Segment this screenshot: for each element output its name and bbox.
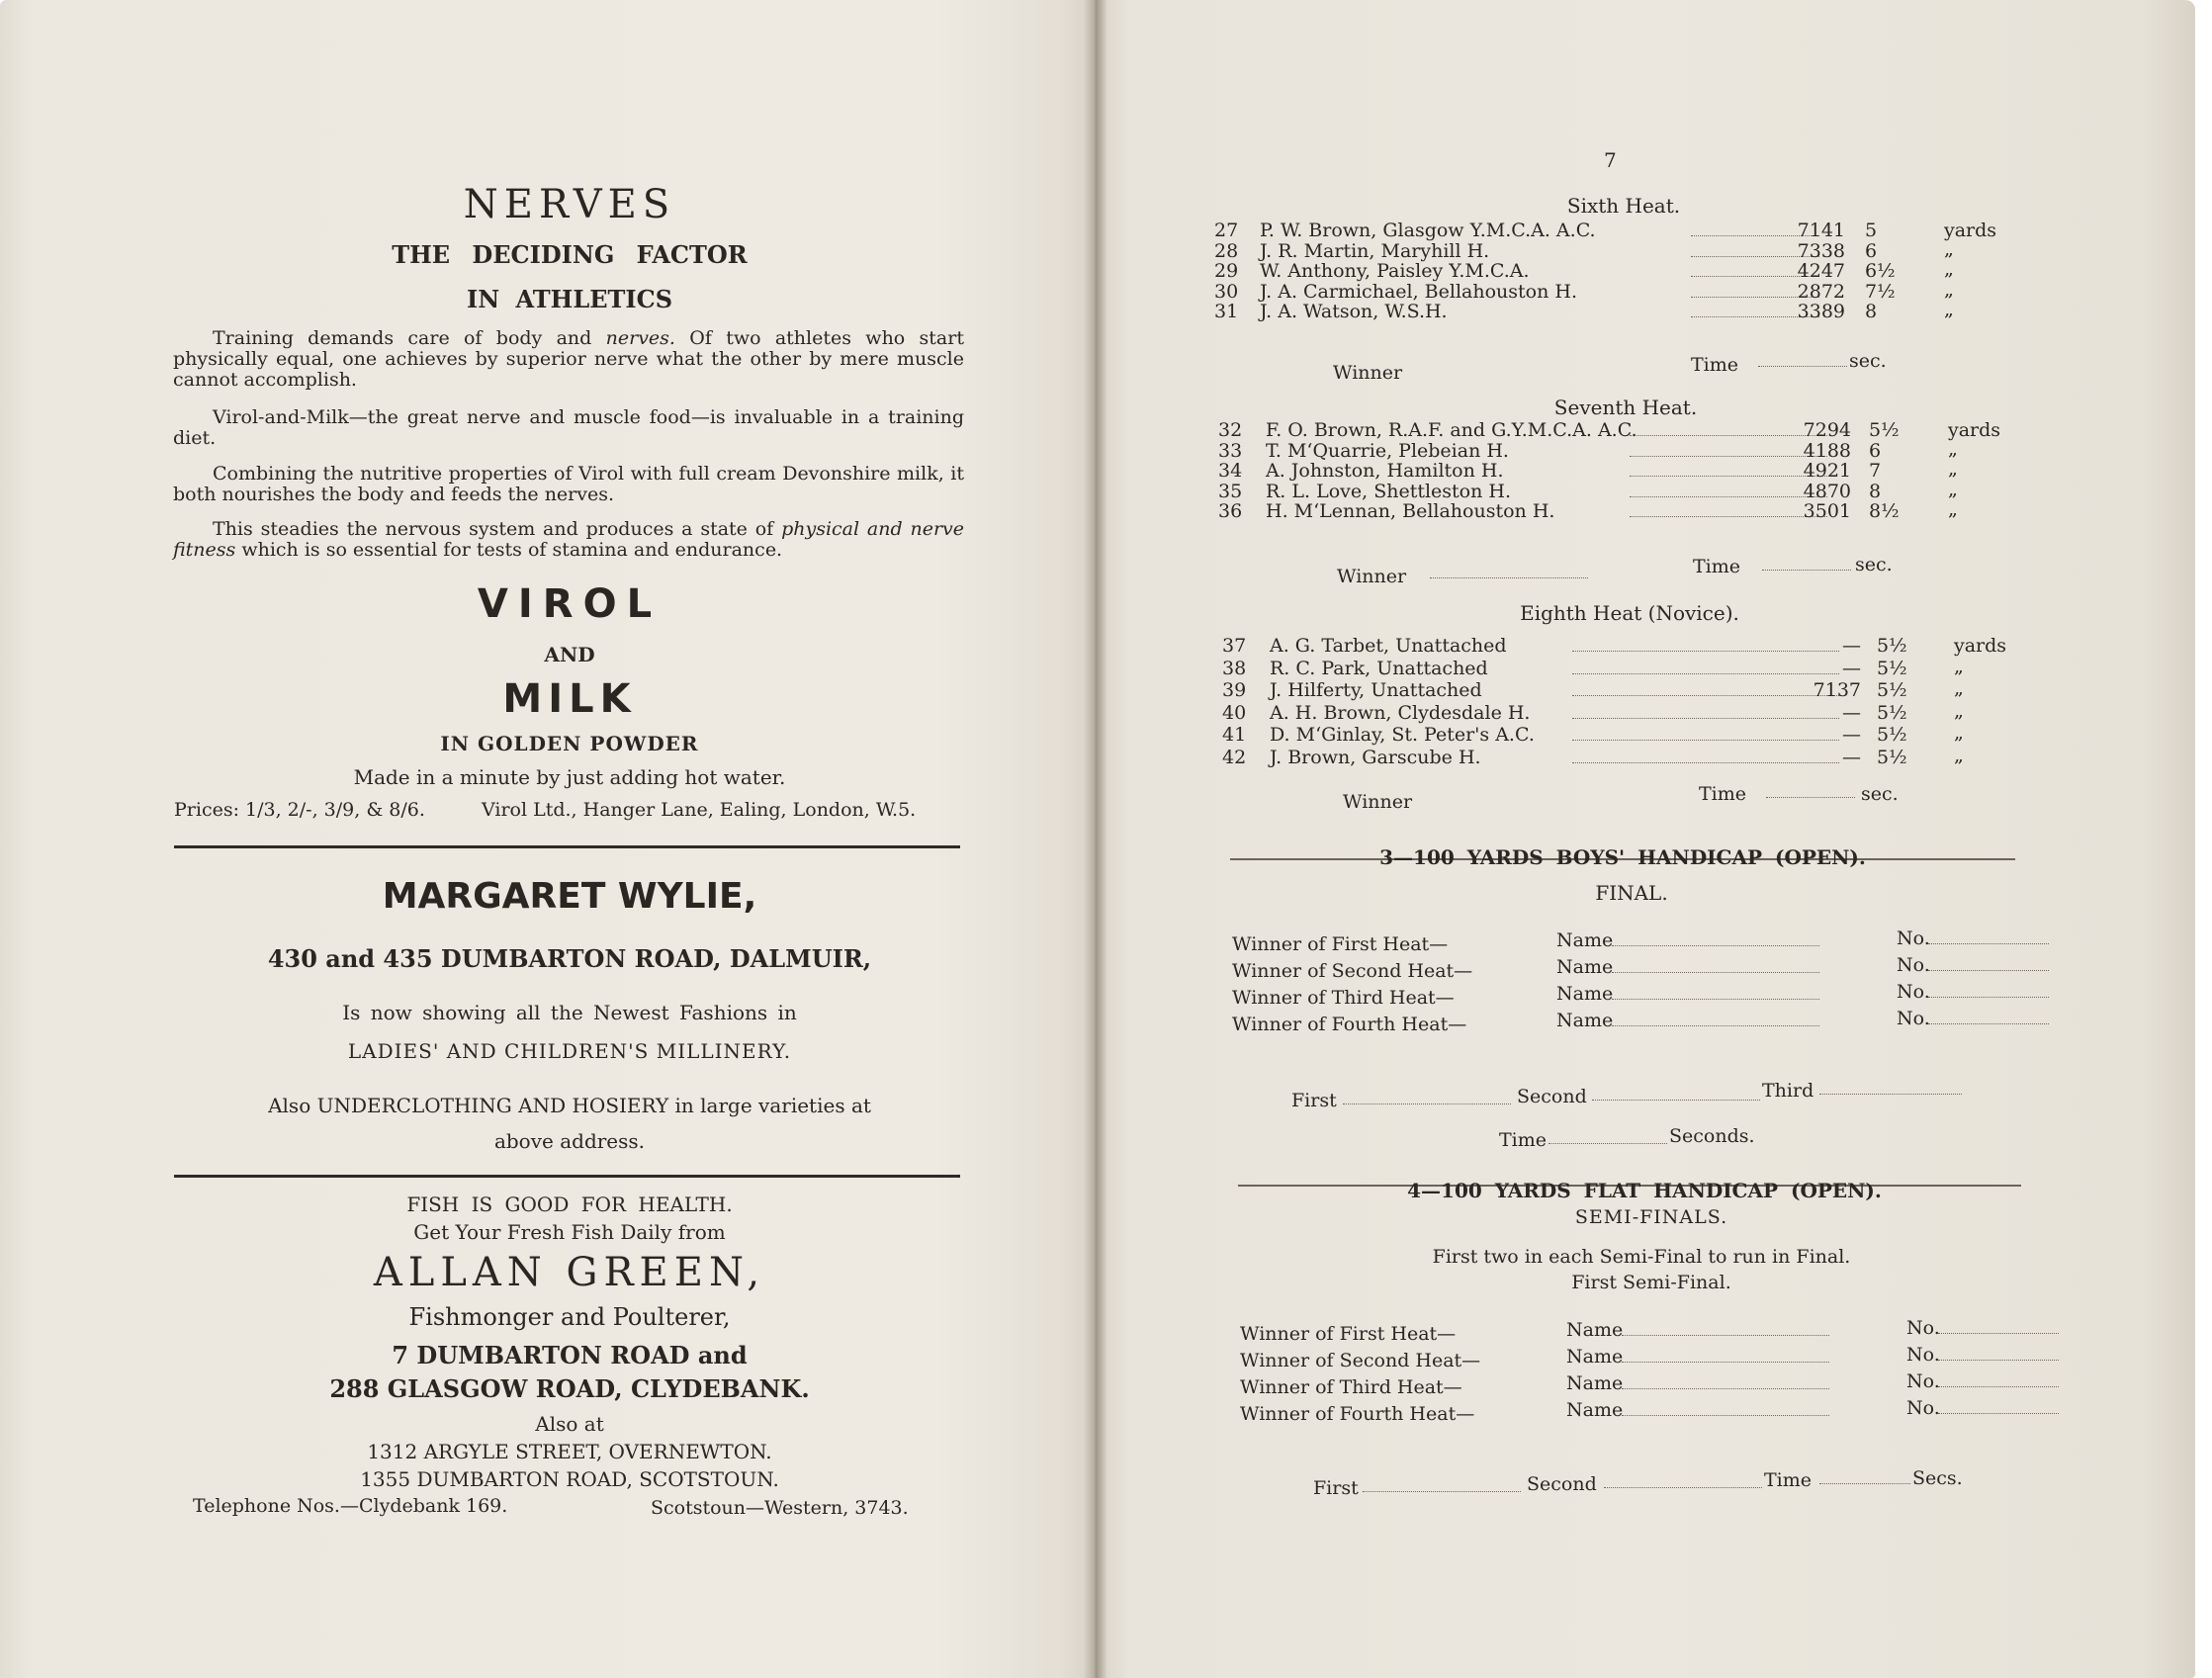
number-blank — [1938, 1386, 2059, 1387]
number-blank — [1938, 1333, 2059, 1334]
entrant-number: 27 — [1214, 220, 1239, 241]
row-label: Winner of Third Heat— — [1232, 987, 1455, 1009]
second-blank — [1604, 1487, 1762, 1488]
name-blank — [1612, 972, 1819, 973]
winner-label: Winner — [1337, 566, 1407, 587]
leader-dots — [1572, 762, 1839, 763]
name-blank — [1622, 1415, 1829, 1416]
shop-name: ALLAN GREEN, — [373, 1250, 766, 1295]
handicap-unit: „ — [1954, 677, 1964, 699]
number-blank — [1928, 1023, 2049, 1024]
second-label: Second — [1517, 1086, 1587, 1107]
handicap-unit: „ — [1948, 498, 1958, 520]
name-blank — [1622, 1335, 1829, 1336]
number-label: No. — [1897, 981, 1930, 1003]
entrant-number: 41 — [1222, 724, 1247, 746]
shop-address: 288 GLASGOW ROAD, CLYDEBANK. — [329, 1374, 810, 1403]
entrant-number: 32 — [1218, 419, 1243, 441]
time-label: Time — [1499, 1129, 1548, 1151]
entrant-name: J. Hilferty, Unattached — [1270, 679, 1482, 701]
entrant-number: 40 — [1222, 701, 1247, 724]
leader-dots — [1572, 740, 1839, 741]
row-label: Winner of Fourth Heat— — [1232, 1014, 1467, 1035]
number-blank — [1938, 1413, 2059, 1414]
handicap-unit: „ — [1944, 299, 1954, 320]
telephone: Scotstoun—Western, 3743. — [651, 1497, 909, 1519]
number-label: No. — [1897, 954, 1930, 976]
product-form: IN GOLDEN POWDER — [440, 732, 699, 755]
row-label: Winner of Third Heat— — [1240, 1376, 1462, 1398]
registration-number: 7338 — [1797, 239, 1845, 262]
ad-title: NERVES — [463, 182, 676, 227]
entrant-name: P. W. Brown, Glasgow Y.M.C.A. A.C. — [1260, 220, 1596, 241]
entrant-number: 33 — [1218, 439, 1243, 462]
first-label: First — [1291, 1090, 1337, 1111]
registration-number: 3389 — [1797, 301, 1845, 322]
entrant-number: 31 — [1214, 301, 1239, 322]
divider — [174, 1175, 960, 1178]
sec-label: sec. — [1861, 783, 1899, 805]
second-blank — [1592, 1100, 1760, 1101]
brand-name: VIROL — [477, 581, 663, 627]
registration-number: 7137 — [1813, 679, 1861, 701]
number-blank — [1928, 997, 2049, 998]
number-blank — [1938, 1360, 2059, 1361]
handicap-unit: „ — [1954, 744, 1964, 766]
handicap-start: 5½ — [1869, 419, 1900, 441]
handicap-unit: „ — [1954, 699, 1964, 722]
handicap-unit: yards — [1954, 635, 2007, 657]
name-blank — [1612, 945, 1819, 946]
number-blank — [1928, 970, 2049, 971]
handicap-unit: „ — [1948, 458, 1958, 480]
handicap-start: 7 — [1869, 460, 1882, 482]
handicap-start: 7½ — [1865, 280, 1896, 303]
event-title: 3—100 YARDS BOYS' HANDICAP (OPEN). — [1379, 845, 1866, 869]
sec-label: sec. — [1849, 350, 1887, 372]
event-subtitle: SEMI-FINALS. — [1574, 1206, 1728, 1228]
entrant-name: J. A. Watson, W.S.H. — [1260, 301, 1448, 322]
event-title: 4—100 YARDS FLAT HANDICAP (OPEN). — [1407, 1179, 1882, 1202]
registration-number: 4921 — [1803, 460, 1851, 482]
entrant-name: T. M‘Quarrie, Plebeian H. — [1266, 439, 1509, 462]
handicap-start: 6 — [1865, 239, 1878, 262]
section-title: First Semi-Final. — [1571, 1272, 1731, 1293]
entrant-name: R. C. Park, Unattached — [1270, 657, 1488, 679]
entrant-name: R. L. Love, Shettleston H. — [1266, 480, 1511, 502]
entrant-name: J. A. Carmichael, Bellahouston H. — [1260, 280, 1577, 303]
registration-number: 7294 — [1803, 419, 1851, 441]
shop-name: MARGARET WYLIE, — [382, 876, 757, 917]
handicap-unit: „ — [1948, 437, 1958, 460]
leader-dots — [1572, 695, 1839, 696]
ad-line: LADIES' AND CHILDREN'S MILLINERY. — [347, 1039, 792, 1063]
handicap-start: 5½ — [1877, 679, 1907, 701]
ad-subtitle: THE DECIDING FACTOR — [392, 240, 748, 269]
number-label: No. — [1906, 1344, 1940, 1366]
name-label: Name — [1556, 956, 1614, 978]
name-label: Name — [1566, 1399, 1624, 1421]
name-label: Name — [1566, 1346, 1624, 1368]
time-blank — [1766, 797, 1855, 798]
third-blank — [1819, 1094, 1962, 1095]
sec-label: sec. — [1855, 554, 1893, 575]
handicap-start: 5 — [1865, 220, 1878, 241]
leader-dots — [1572, 651, 1839, 652]
name-blank — [1612, 1025, 1819, 1026]
seconds-label: Seconds. — [1669, 1125, 1755, 1147]
brand-and: AND — [544, 643, 595, 666]
ad-line: above address. — [493, 1129, 646, 1153]
handicap-start: 8 — [1869, 480, 1882, 502]
entrant-name: H. M‘Lennan, Bellahouston H. — [1266, 500, 1555, 522]
winner-label: Winner — [1333, 362, 1403, 384]
handicap-start: 8 — [1865, 301, 1878, 322]
registration-number: 4247 — [1797, 260, 1845, 282]
registration-number: 4870 — [1803, 480, 1851, 502]
registration-number: — — [1842, 746, 1861, 768]
heat-title: Seventh Heat. — [1553, 396, 1698, 419]
second-label: Second — [1527, 1473, 1597, 1495]
entrant-number: 30 — [1214, 280, 1239, 303]
registration-number: — — [1842, 657, 1861, 679]
handicap-start: 5½ — [1877, 635, 1907, 657]
time-blank — [1758, 366, 1847, 367]
event-subtitle: FINAL. — [1595, 881, 1668, 905]
entrant-number: 28 — [1214, 239, 1239, 262]
secs-label: Secs. — [1912, 1467, 1963, 1489]
name-blank — [1622, 1388, 1829, 1389]
shop-address: 7 DUMBARTON ROAD and — [392, 1341, 748, 1369]
registration-number: 2872 — [1797, 280, 1845, 303]
company-address: Virol Ltd., Hanger Lane, Ealing, London, W.5. — [482, 799, 917, 821]
name-label: Name — [1566, 1319, 1624, 1341]
time-label: Time — [1691, 354, 1739, 376]
registration-number: — — [1842, 635, 1861, 657]
ad-subtitle: IN ATHLETICS — [466, 285, 673, 313]
winner-blank — [1430, 577, 1588, 578]
number-label: No. — [1897, 927, 1930, 949]
entrant-number: 38 — [1222, 657, 1247, 679]
time-blank — [1762, 570, 1851, 571]
handicap-unit: „ — [1944, 237, 1954, 260]
telephone: Telephone Nos.—Clydebank 169. — [193, 1495, 508, 1517]
time-label: Time — [1693, 556, 1741, 577]
handicap-unit: „ — [1954, 722, 1964, 744]
row-label: Winner of Second Heat— — [1240, 1350, 1481, 1371]
handicap-unit: „ — [1944, 278, 1954, 301]
ad-line: Also UNDERCLOTHING AND HOSIERY in large varieties at — [268, 1094, 871, 1117]
number-label: No. — [1906, 1370, 1940, 1392]
handicap-unit: „ — [1954, 655, 1964, 677]
ad-tagline: Get Your Fresh Fish Daily from — [413, 1220, 726, 1244]
leader-dots — [1572, 673, 1839, 674]
handicap-unit: „ — [1944, 258, 1954, 280]
time-blank — [1548, 1143, 1667, 1144]
shop-address: 430 and 435 DUMBARTON ROAD, DALMUIR, — [267, 944, 872, 973]
name-label: Name — [1556, 983, 1614, 1005]
winner-label: Winner — [1343, 791, 1413, 813]
event-note: First two in each Semi-Final to run in Final. — [1432, 1246, 1851, 1268]
ad-paragraph: Combining the nutritive properties of Virol with full cream Devonshire milk, it both nourishes the body and feeds the nerves. — [173, 463, 964, 505]
entrant-name: J. Brown, Garscube H. — [1270, 746, 1481, 768]
page-number: 7 — [1604, 148, 1617, 172]
handicap-start: 5½ — [1877, 701, 1907, 724]
row-label: Winner of First Heat— — [1232, 933, 1449, 955]
row-label: Winner of First Heat— — [1240, 1323, 1457, 1345]
entrant-number: 29 — [1214, 260, 1239, 282]
entrant-name: F. O. Brown, R.A.F. and G.Y.M.C.A. A.C. — [1266, 419, 1637, 441]
name-label: Name — [1556, 1010, 1614, 1031]
time-label: Time — [1699, 783, 1747, 805]
first-label: First — [1313, 1477, 1359, 1499]
ad-paragraph: This steadies the nervous system and produces a state of physical and nerve fitness which is so essential for tests of stamina and endurance. — [173, 518, 964, 561]
heat-title: Sixth Heat. — [1566, 194, 1681, 218]
name-label: Name — [1566, 1372, 1624, 1394]
handicap-start: 6½ — [1865, 260, 1896, 282]
registration-number: 4188 — [1803, 439, 1851, 462]
brand-name: MILK — [502, 676, 637, 722]
first-blank — [1363, 1491, 1521, 1492]
branch-address: 1355 DUMBARTON ROAD, SCOTSTOUN. — [360, 1467, 779, 1491]
ad-paragraph: Virol-and-Milk—the great nerve and muscle food—is invaluable in a training diet. — [173, 406, 964, 449]
row-label: Winner of Fourth Heat— — [1240, 1403, 1475, 1425]
handicap-unit: yards — [1944, 220, 1997, 241]
leader-dots — [1572, 718, 1839, 719]
divider — [174, 845, 960, 848]
registration-number: 3501 — [1803, 500, 1851, 522]
handicap-start: 5½ — [1877, 746, 1907, 768]
entrant-number: 37 — [1222, 635, 1247, 657]
time-label: Time — [1764, 1469, 1813, 1491]
ad-paragraph: Training demands care of body and nerves. Of two athletes who start physically equal, one achieves by superior nerve what the other by mere muscle cannot accomplish. — [173, 327, 964, 391]
heat-title: Eighth Heat (Novice). — [1520, 601, 1739, 625]
entrant-number: 39 — [1222, 679, 1247, 701]
registration-number: — — [1842, 701, 1861, 724]
third-label: Third — [1762, 1080, 1814, 1102]
handicap-unit: „ — [1948, 478, 1958, 500]
entrant-number: 35 — [1218, 480, 1243, 502]
name-label: Name — [1556, 929, 1614, 951]
handicap-start: 8½ — [1869, 500, 1900, 522]
entrant-name: J. R. Martin, Maryhill H. — [1260, 239, 1490, 262]
entrant-name: A. Johnston, Hamilton H. — [1266, 460, 1504, 482]
entrant-name: A. H. Brown, Clydesdale H. — [1270, 701, 1531, 724]
product-instructions: Made in a minute by just adding hot water. — [353, 765, 786, 789]
name-blank — [1612, 999, 1819, 1000]
number-blank — [1928, 943, 2049, 944]
shop-trade: Fishmonger and Poulterer, — [408, 1303, 731, 1331]
entrant-name: W. Anthony, Paisley Y.M.C.A. — [1260, 260, 1530, 282]
ad-line: Is now showing all the Newest Fashions in — [342, 1001, 797, 1024]
branch-address: 1312 ARGYLE STREET, OVERNEWTON. — [367, 1440, 772, 1463]
entrant-number: 34 — [1218, 460, 1243, 482]
row-label: Winner of Second Heat— — [1232, 960, 1473, 982]
name-blank — [1622, 1362, 1829, 1363]
handicap-start: 6 — [1869, 439, 1882, 462]
page-gutter — [1084, 0, 1107, 1678]
ad-line: Also at — [535, 1412, 604, 1436]
entrant-name: D. M‘Ginlay, St. Peter's A.C. — [1270, 724, 1535, 746]
number-label: No. — [1897, 1008, 1930, 1029]
number-label: No. — [1906, 1317, 1940, 1339]
handicap-start: 5½ — [1877, 657, 1907, 679]
handicap-start: 5½ — [1877, 724, 1907, 746]
time-blank — [1819, 1483, 1910, 1484]
entrant-name: A. G. Tarbet, Unattached — [1270, 635, 1507, 657]
handicap-unit: yards — [1948, 419, 2001, 441]
registration-number: 7141 — [1797, 220, 1845, 241]
product-prices: Prices: 1/3, 2/-, 3/9, & 8/6. — [174, 799, 425, 821]
entrant-number: 42 — [1222, 746, 1247, 768]
ad-tagline: FISH IS GOOD FOR HEALTH. — [406, 1192, 733, 1216]
registration-number: — — [1842, 724, 1861, 746]
entrant-number: 36 — [1218, 500, 1243, 522]
number-label: No. — [1906, 1397, 1940, 1419]
